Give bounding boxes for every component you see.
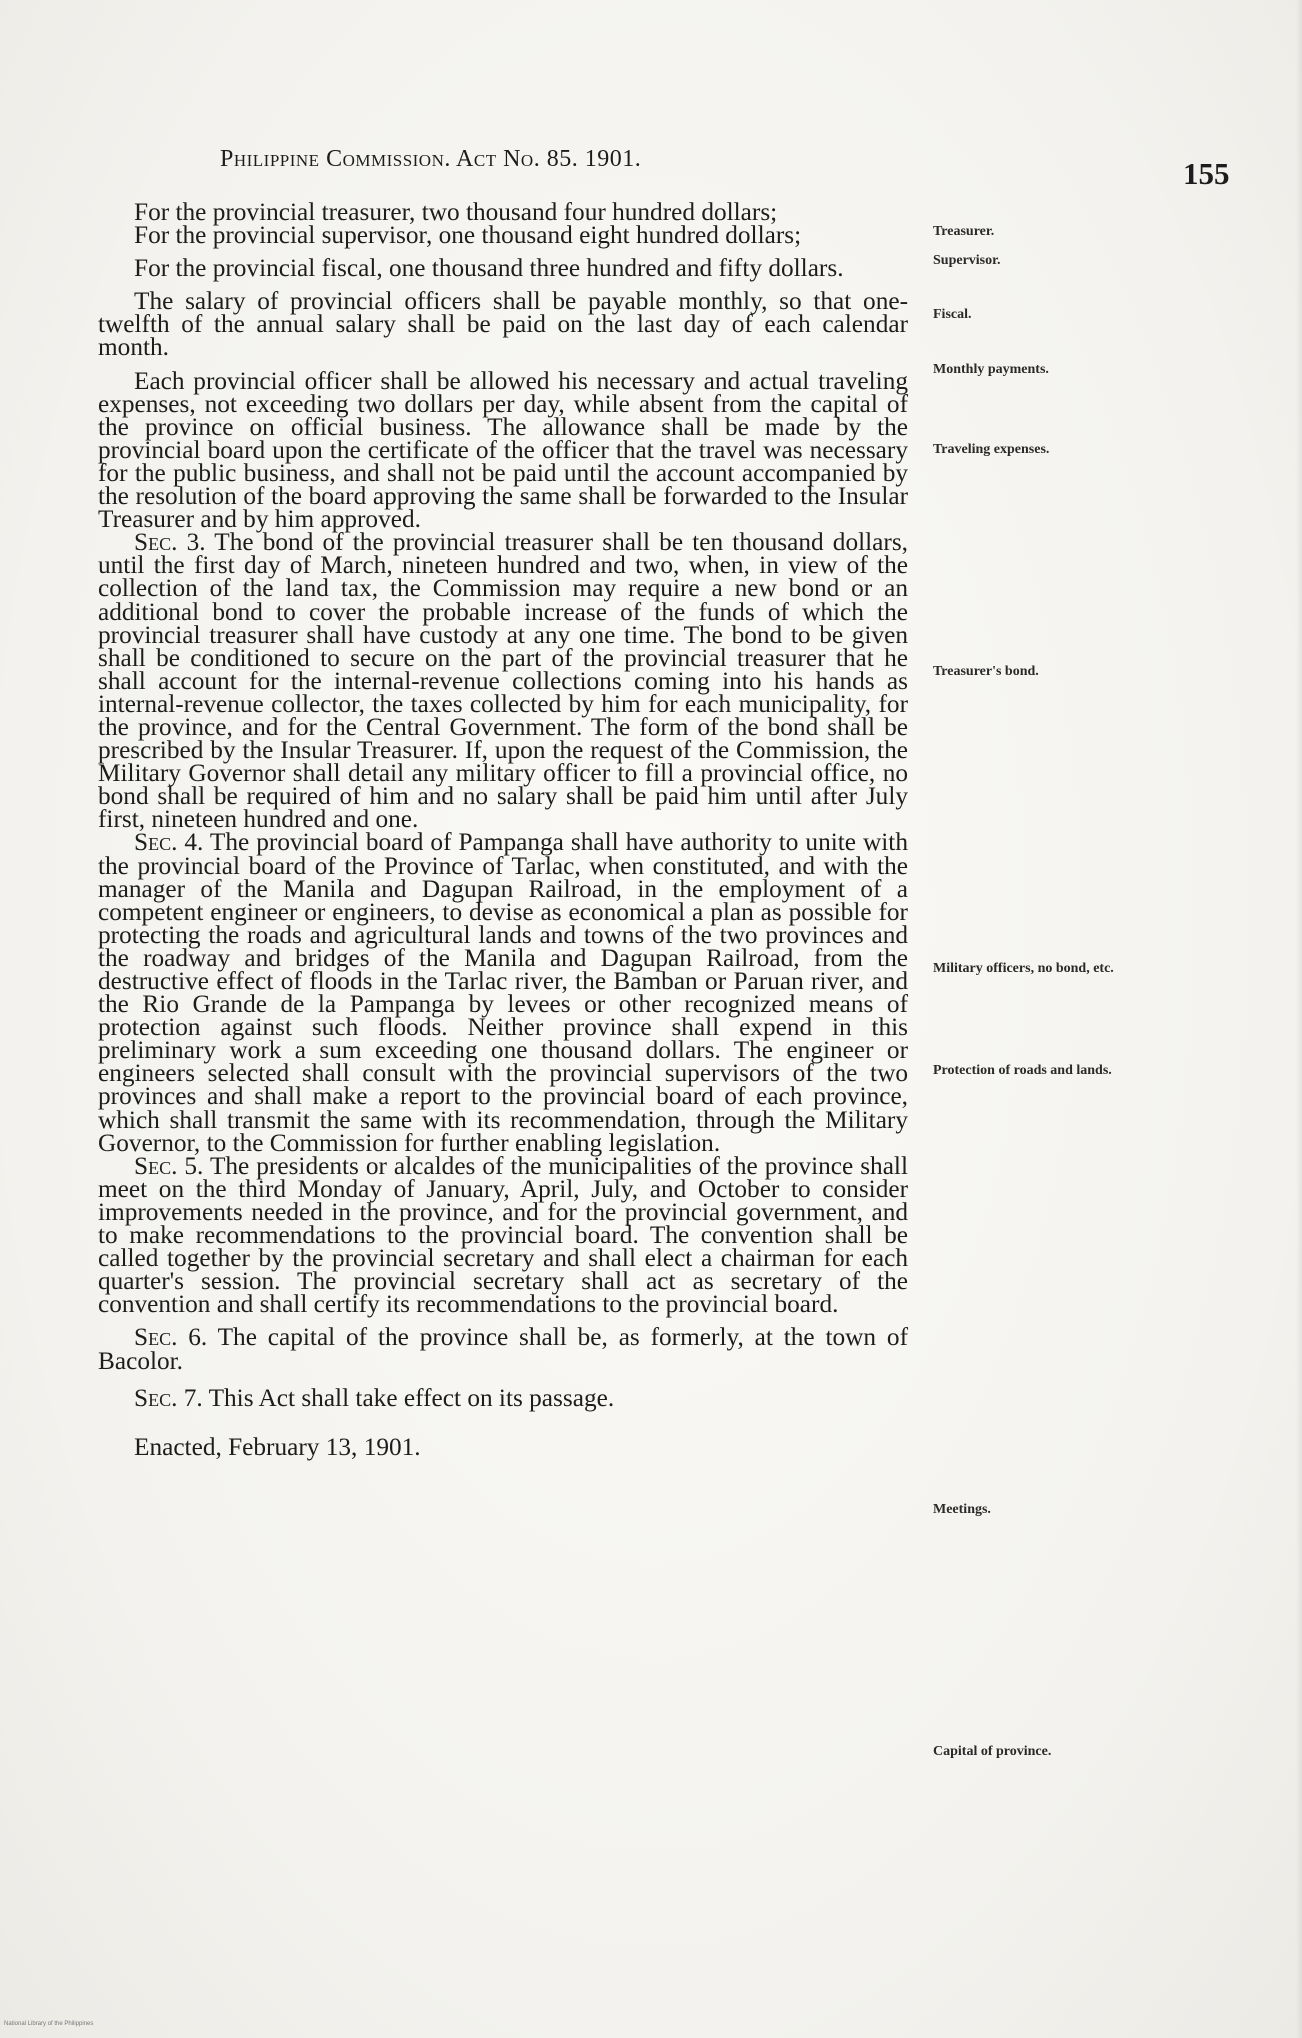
paragraph-fiscal-salary: For the provincial fiscal, one thousand three hundred and fifty dollars. xyxy=(134,254,844,283)
page-edge-shadow xyxy=(1296,0,1302,2038)
running-head: Philippine Commission. Act No. 85. 1901. xyxy=(220,146,642,172)
margin-note-supervisor: Supervisor. xyxy=(933,253,1001,268)
section-label: Sec. 5. xyxy=(134,1151,204,1180)
margin-note-treasurers-bond: Treasurer's bond. xyxy=(933,664,1039,679)
paragraph-monthly-payments: The salary of provincial officers shall be payable monthly, so that one-twelfth of the annual salary shall be paid on the last day of each calendar month. xyxy=(98,287,908,362)
section-4 xyxy=(98,828,908,1157)
section-text: The presidents or alcaldes of the municipalities of the province shall meet on the third Monday of January, April, July, and October to consider improvements needed in the province, and for the provincial government, and to make recommendations to the provincial board. The convention shall be called together by the provincial secretary and shall elect a chairman for each quarter's session. The provincial secretary shall act as secretary of the convention and shall certify its recommendations to the provincial board. xyxy=(98,1151,908,1319)
section-3 xyxy=(98,528,908,834)
section-text: The capital of the province shall be, as formerly, at the town of Bacolor. xyxy=(98,1323,908,1375)
margin-note-fiscal: Fiscal. xyxy=(933,307,972,322)
section-label: Sec. 3. xyxy=(134,528,206,557)
margin-note-treasurer: Treasurer. xyxy=(933,224,995,239)
margin-note-meetings: Meetings. xyxy=(933,1502,991,1517)
section-7 xyxy=(98,1383,908,1412)
section-label: Sec. 7. xyxy=(134,1383,203,1412)
margin-note-traveling-expenses: Traveling expenses. xyxy=(933,442,1050,457)
section-5 xyxy=(98,1151,908,1319)
margin-note-capital-of-province: Capital of province. xyxy=(933,1744,1052,1759)
enacted-date: Enacted, February 13, 1901. xyxy=(134,1432,421,1461)
library-footer: National Library of the Philippines xyxy=(4,2021,94,2027)
paragraph-treasurer-salary: For the provincial treasurer, two thousand four hundred dollars; xyxy=(134,198,778,226)
margin-note-military-officers: Military officers, no bond, etc. xyxy=(933,961,1114,976)
margin-note-monthly-payments: Monthly payments. xyxy=(933,362,1049,377)
section-label: Sec. 4. xyxy=(134,828,204,857)
section-text: The bond of the provincial treasurer shall be ten thousand dollars, until the first day of March, nineteen hundred and two, when, in view of the collection of the land tax, the Commission may require a new bond or an additional bond to cover the probable increase of the funds of which the provincial treasurer shall have custody at any one time. The bond to be given shall be conditioned to secure on the part of the provincial treasurer that he shall account for the internal-revenue collections coming into his hands as internal-revenue collector, the taxes collected by him for each municipality, for the province, and for the Central Government. The form of the bond shall be prescribed by the Insular Treasurer. If, upon the request of the Commission, the Military Governor shall detail any military officer to fill a provincial office, no bond shall be required of him and no salary shall be paid him until after July first, nineteen hundred and one. xyxy=(98,528,908,834)
body-text xyxy=(98,198,908,1461)
section-text: This Act shall take effect on its passage. xyxy=(208,1383,615,1412)
page-number: 155 xyxy=(1183,156,1230,191)
margin-note-protection-of-roads: Protection of roads and lands. xyxy=(933,1063,1112,1078)
section-label: Sec. 6. xyxy=(134,1323,208,1352)
section-text: The provincial board of Pampanga shall have authority to unite with the provincial board of the Province of Tarlac, when constituted, and with the manager of the Manila and Dagupan Railroad, in the employment of a competent engineer or engineers, to devise as economical a plan as possible for protecting the roads and agricultural lands and towns of the two provinces and the roadway and bridges of the Manila and Dagupan Railroad, from the destructive effect of floods in the Tarlac river, the Bamban or Paruan river, and the Rio Grande de la Pampanga by levees or other recognized means of protection against such floods. Neither province shall expend in this preliminary work a sum exceeding one thousand dollars. The engineer or engineers selected shall consult with the provincial supervisors of the two provinces and shall make a report to the provincial board of each province, which shall transmit the same with its recommendation, through the Military Governor, to the Commission for further enabling legislation. xyxy=(98,828,908,1157)
section-6 xyxy=(98,1323,908,1375)
paragraph-supervisor-salary: For the provincial supervisor, one thousand eight hundred dollars; xyxy=(134,221,802,250)
paragraph-traveling-expenses: Each provincial officer shall be allowed his necessary and actual traveling expenses, not exceeding two dollars per day, while absent from the capital of the province on official business. The allowance shall be made by the provincial board upon the certificate of the officer that the travel was necessary for the public business, and shall not be paid until the account accompanied by the resolution of the board approving the same shall be forwarded to the Insular Treasurer and by him approved. xyxy=(98,366,908,534)
